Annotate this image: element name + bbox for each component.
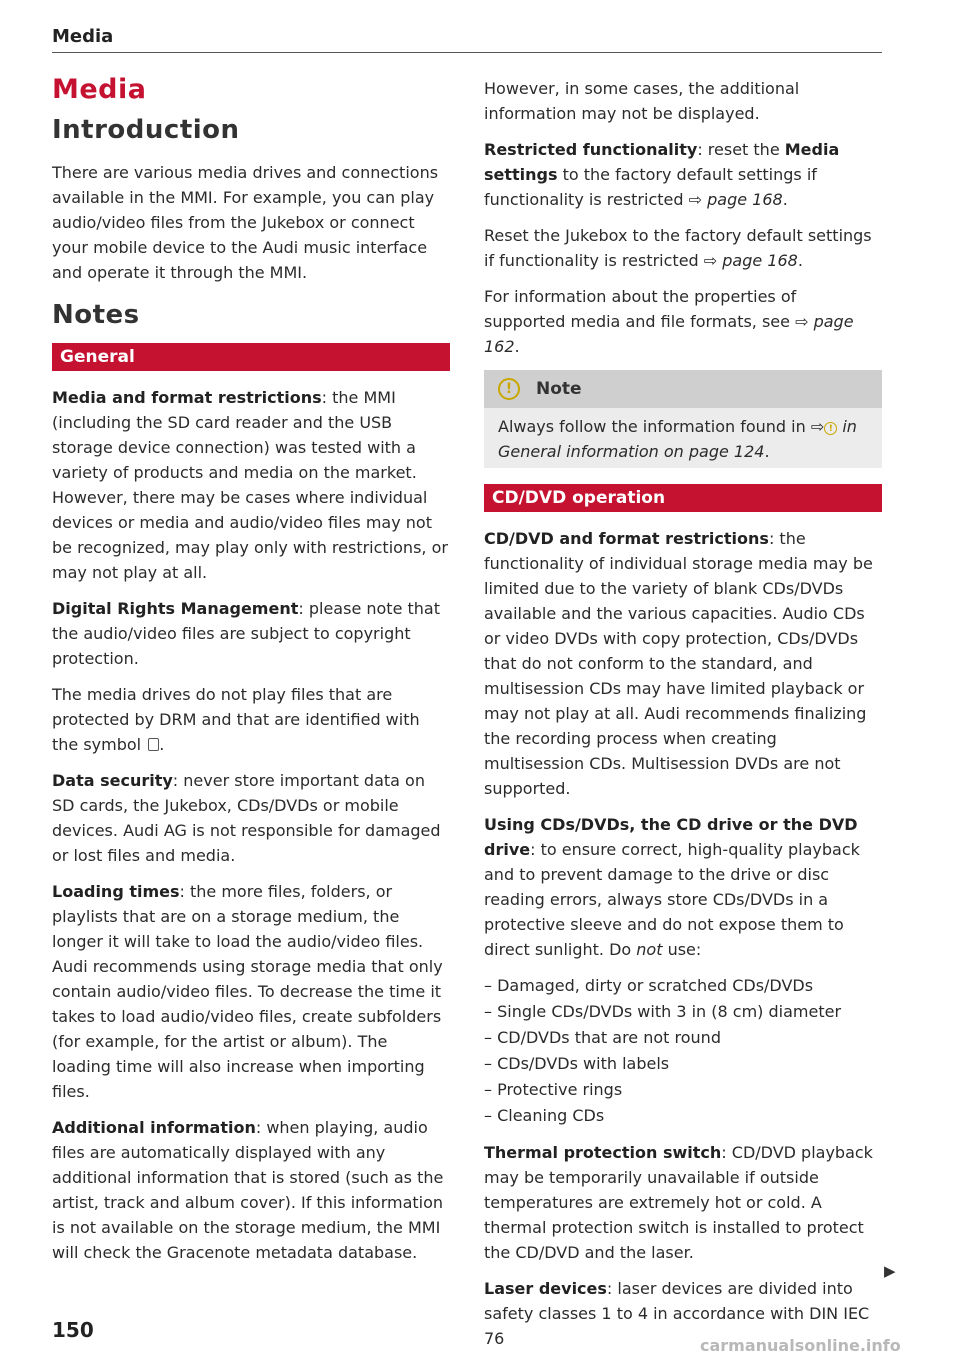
list-item: – Cleaning CDs (484, 1106, 605, 1125)
chapter-title: Media (52, 74, 147, 105)
using-cds-paragraph (484, 812, 882, 962)
drm-lock-icon (148, 738, 159, 751)
thermal-term: Thermal protection switch (484, 1143, 722, 1162)
drm-term: Digital Rights Management (52, 599, 299, 618)
list-item: – Single CDs/DVDs with 3 in (8 cm) diameter (484, 1002, 842, 1021)
additional-info-term: Additional information (52, 1118, 256, 1137)
formats-end: . (514, 337, 520, 356)
left-column (52, 72, 450, 1276)
loading-times-text: : the more files, folders, or playlists that are on a storage medium, the longer it will take to load the audio/video files. Audi recommends using storage media that only contain audio/video files. To decrease the time it takes to load audio/video files, create subfolders (for example, for the artist or album). The loading time will also increase when importing files. (52, 882, 443, 1101)
laser-term: Laser devices (484, 1279, 607, 1298)
note-end: . (764, 442, 770, 461)
list-item: – Protective rings (484, 1080, 623, 1099)
cd-format-paragraph (484, 526, 882, 801)
right-column (484, 76, 882, 1362)
thermal-paragraph (484, 1140, 882, 1265)
note-box (484, 370, 882, 468)
drm-text: : please note that the audio/video files are subject to copyright protection. (52, 599, 440, 668)
using-cds-term: Using CDs/DVDs, the CD drive or the DVD drive (484, 815, 858, 859)
footer-watermark: carmanualsonline.info (700, 1336, 901, 1355)
jukebox-reset-text: Reset the Jukebox to the factory default settings if functionality is restricted (484, 226, 872, 270)
note-header (484, 370, 882, 408)
restricted-functionality-paragraph (484, 137, 882, 212)
do-not-use-list (484, 973, 882, 1129)
additional-info-paragraph (52, 1115, 450, 1265)
note-text-a: Always follow the information found in ⇨ (498, 417, 825, 436)
media-format-term: Media and format restrictions (52, 388, 322, 407)
data-security-text: : never store important data on SD cards, the Jukebox, CDs/DVDs or mobile devices. Audi AG is not responsible for damaged or lost files and media. (52, 771, 441, 865)
running-header: Media (52, 26, 114, 47)
additional-info-text: : when playing, audio files are automatically displayed with any additional information that is stored (such as the artist, track and album cover). If this information is not available on the storage medium, the MMI will check the Gracenote metadata database. (52, 1118, 444, 1262)
drm-paragraph (52, 596, 450, 671)
jukebox-reset-paragraph (484, 223, 882, 273)
media-settings-term: Media settings (484, 140, 840, 184)
intro-heading: Introduction (52, 115, 240, 145)
drm-symbol-text: The media drives do not play files that are protected by DRM and that are identified with the symbol (52, 685, 420, 754)
restricted-text-b: to the factory default settings if functionality is restricted (484, 165, 817, 209)
additional-info-continued: However, in some cases, the additional information may not be displayed. (484, 79, 800, 123)
continue-arrow-icon: ▶ (884, 1262, 896, 1280)
media-format-text: : the MMI (including the SD card reader and the USB storage device connection) was tested with a variety of products and media on the market. However, there may be cases where individual devices or media and audio/video files may not be recognized, may play only with restrictions, or may not play at all. (52, 388, 448, 582)
page-number: 150 (52, 1318, 94, 1342)
note-text (498, 414, 868, 464)
header-rule (52, 52, 882, 53)
list-item: – Damaged, dirty or scratched CDs/DVDs (484, 976, 814, 995)
list-item: – CD/DVDs that are not round (484, 1028, 721, 1047)
note-body (484, 408, 882, 468)
using-cds-text: : to ensure correct, high-quality playback and to prevent damage to the drive or disc reading errors, always store CDs/DVDs in a protective sleeve and do not expose them to direct sunlight. Do (484, 840, 860, 959)
note-ref-icon: ! (824, 422, 837, 435)
general-info-ref-link[interactable]: in General information on page 124 (498, 417, 857, 461)
page-ref-168-link[interactable]: ⇨ page 168 (688, 190, 783, 209)
drm-symbol-end: . (159, 735, 165, 754)
restricted-text-a: : reset the (697, 140, 785, 159)
cd-format-term: CD/DVD and format restrictions (484, 529, 769, 548)
cd-format-text: : the functionality of individual storage media may be limited due to the variety of blank CDs/DVDs available and the various capacities. Audio CDs or video DVDs with copy protection, CDs/DVDs that do not conform to the standard, and multisession CDs may have limited playback or may not play at all. Audi recommends finalizing the recording process when creating multisession CDs. Multisession DVDs are not supported. (484, 529, 873, 798)
using-cds-emphasis: not (636, 940, 663, 959)
jukebox-reset-end: . (797, 251, 803, 270)
note-title: Note (536, 379, 582, 399)
list-item: – CDs/DVDs with labels (484, 1054, 670, 1073)
page-ref-162-link[interactable]: ⇨ page 162 (484, 312, 854, 356)
notes-heading: Notes (52, 300, 140, 330)
page-ref-168-link-2[interactable]: ⇨ page 168 (703, 251, 798, 270)
formats-text: For information about the properties of supported media and file formats, see (484, 287, 797, 331)
restricted-functionality-term: Restricted functionality (484, 140, 698, 159)
exclamation-icon: ! (498, 378, 520, 400)
restricted-end: . (782, 190, 788, 209)
media-format-paragraph (52, 385, 450, 585)
data-security-paragraph (52, 768, 450, 868)
formats-paragraph (484, 284, 882, 359)
loading-times-paragraph (52, 879, 450, 1104)
thermal-text: : CD/DVD playback may be temporarily unavailable if outside temperatures are extremely hot or cold. A thermal protection switch is installed to protect the CD/DVD and the laser. (484, 1143, 873, 1262)
loading-times-term: Loading times (52, 882, 180, 901)
laser-text: : laser devices are divided into safety classes 1 to 4 in accordance with DIN IEC 76 (484, 1279, 870, 1348)
data-security-term: Data security (52, 771, 173, 790)
intro-paragraph: There are various media drives and connections available in the MMI. For example, you can play audio/video files from the Jukebox or connect your mobile device to the Audi music interface and operate it through the MMI. (52, 163, 439, 282)
cd-dvd-section-bar: CD/DVD operation (484, 484, 882, 512)
general-section-bar: General (52, 343, 450, 371)
drm-symbol-paragraph (52, 682, 450, 757)
using-cds-end: use: (662, 940, 702, 959)
